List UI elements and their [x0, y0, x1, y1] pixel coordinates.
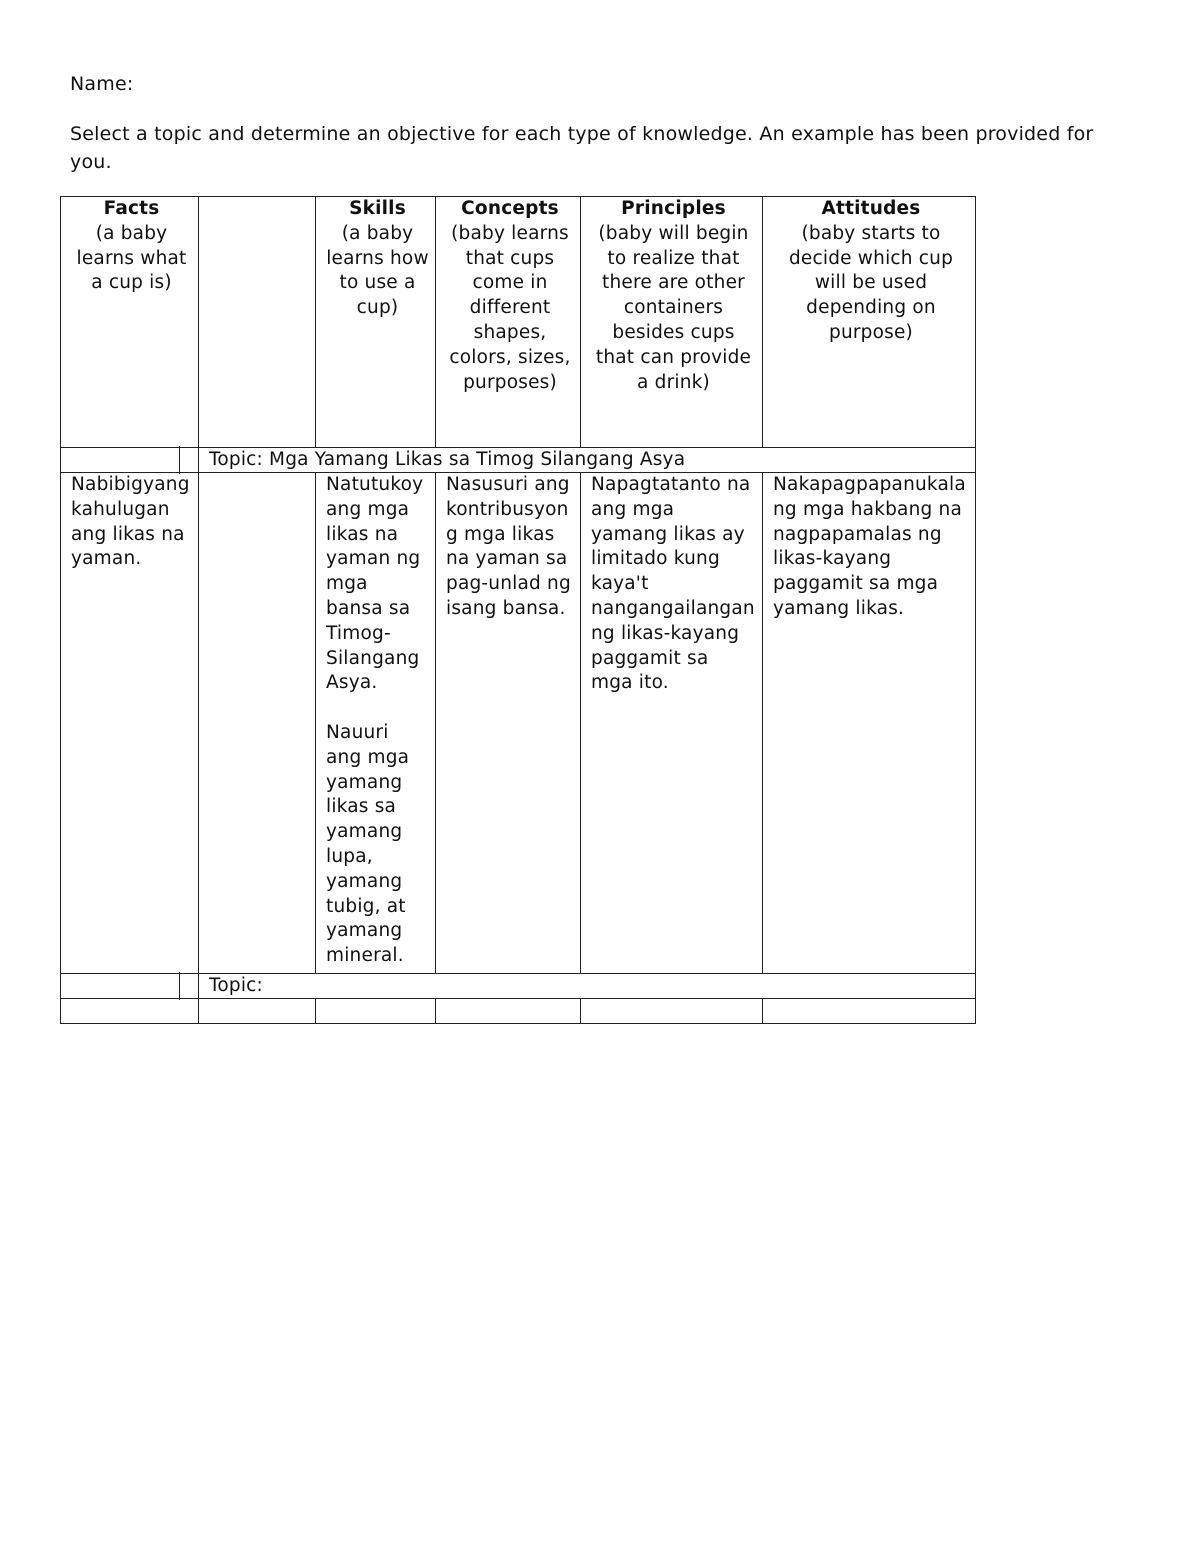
blank-skills-cell[interactable] — [316, 999, 436, 1024]
knowledge-objectives-table — [60, 196, 976, 1024]
blank-topic: Topic: — [199, 974, 976, 999]
example-skills-objective-2: Nauuri ang mga yamang likas sa yamang lupa, yamang tubig, at yamang mineral. — [326, 721, 410, 967]
header-cell-facts — [61, 197, 199, 448]
blank-topic-lead-cell — [61, 974, 199, 999]
blank-concepts-cell[interactable] — [436, 999, 581, 1024]
header-title-facts: Facts — [103, 198, 160, 219]
example-topic-row — [61, 448, 976, 473]
header-title-principles: Principles — [621, 198, 726, 219]
header-title-attitudes: Attitudes — [821, 198, 921, 219]
header-desc-concepts: (baby learns that cups come in different shapes, colors, sizes, purposes) — [449, 222, 571, 393]
blank-topic-row — [61, 974, 976, 999]
example-objectives-row — [61, 473, 976, 974]
header-cell-principles — [581, 197, 763, 448]
blank-attitudes-cell[interactable] — [763, 999, 976, 1024]
header-desc-attitudes: (baby starts to decide which cup will be used depending on purpose) — [788, 222, 954, 343]
header-cell-attitudes — [763, 197, 976, 448]
header-cell-blank — [199, 197, 316, 448]
blank-facts-cell[interactable] — [61, 999, 199, 1024]
header-desc-principles: (baby will begin to realize that there are other containers besides cups that can provide a drink) — [595, 222, 752, 393]
example-facts-cell: Nabibigyang kahulugan ang likas na yaman. — [61, 473, 199, 974]
header-title-skills: Skills — [349, 198, 406, 219]
example-topic: Topic: Mga Yamang Likas sa Timog Silangang Asya — [199, 448, 976, 473]
name-label: Name: — [70, 73, 134, 95]
instructions-text: Select a topic and determine an objective for each type of knowledge. An example has been provided for you. — [70, 123, 1094, 173]
table-header-row — [61, 197, 976, 448]
example-blank-cell — [199, 473, 316, 974]
example-attitudes-cell: Nakapagpapanukalang mga hakbang na nagpapamalas ng likas-kayang paggamit sa mga yamang likas. — [763, 473, 976, 974]
header-cell-concepts — [436, 197, 581, 448]
header-cell-skills — [316, 197, 436, 448]
header-title-concepts: Concepts — [461, 198, 559, 219]
blank-extra-cell[interactable] — [199, 999, 316, 1024]
blank-principles-cell[interactable] — [581, 999, 763, 1024]
header-desc-facts: (a baby learns what a cup is) — [76, 222, 187, 294]
example-skills-cell — [316, 473, 436, 974]
blank-objectives-row — [61, 999, 976, 1024]
example-skills-objective-1: Natutukoy ang mga likas na yaman ng mga bansa sa Timog-Silangang Asya. — [326, 474, 424, 694]
example-concepts-cell: Nasusuri ang kontribusyong mga likas na yaman sa pag-unlad ng isang bansa. — [436, 473, 581, 974]
topic-lead-cell — [61, 448, 199, 473]
header-desc-skills: (a baby learns how to use a cup) — [326, 222, 429, 319]
example-principles-cell: Napagtatanto na ang mga yamang likas ay limitado kung kaya't nangangailangan ng likas-kayang paggamit sa mga ito. — [581, 473, 763, 974]
